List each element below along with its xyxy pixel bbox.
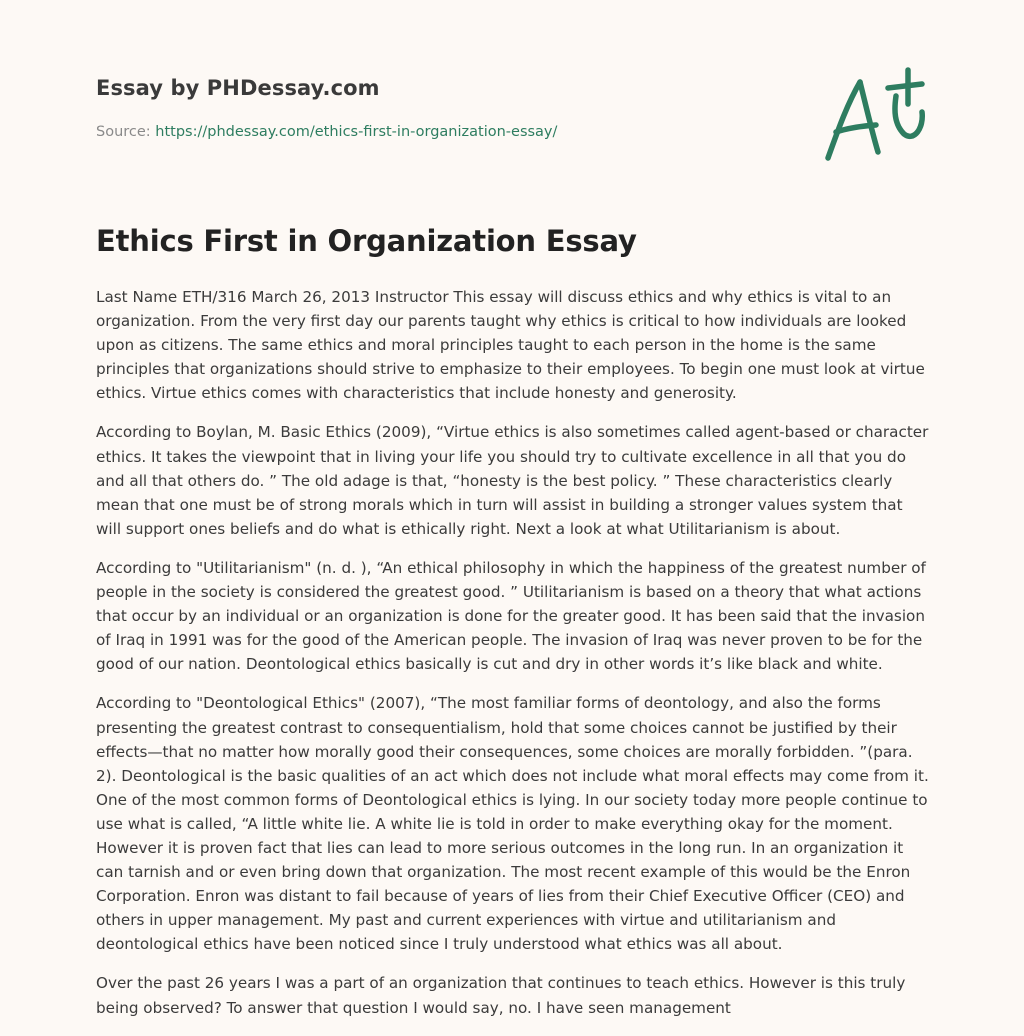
paragraph: Over the past 26 years I was a part of an organization that continues to teach ethics. However is this truly being observed? To answer that question I would say, no. I have seen management [96, 974, 906, 1017]
paragraph: According to "Utilitarianism" (n. d. ), “An ethical philosophy in which the happiness of the greatest number of people in the society is considered the greatest good. ” Utilitarianism is based on a theory that what actions that occur by an individual or an organization is done for the greater good. It has been said that the invasion of Iraq in 1991 was for the good of the American people. The invasion of Iraq was never proven to be for the good of our nation. Deontological ethics basically is cut and dry in other words it’s like black and white. [96, 558, 926, 674]
article-body [96, 285, 932, 1035]
site-brand: Essay by PHDessay.com [96, 76, 380, 100]
paragraph: According to Boylan, M. Basic Ethics (2009), “Virtue ethics is also sometimes called agent-based or character ethics. It takes the viewpoint that in living your life you should try to cultivate excellence in all that you do and all that others do. ” The old adage is that, “honesty is the best policy. ” These characteristics clearly mean that one must be of strong morals which in turn will assist in building a stronger values system that will support ones beliefs and do what is ethically right. Next a look at what Utilitarianism is about. [96, 423, 929, 538]
a-plus-logo-icon [818, 66, 930, 166]
source-label: Source: [96, 124, 156, 140]
source-line [96, 124, 557, 140]
source-link[interactable]: https://phdessay.com/ethics-first-in-organization-essay/ [155, 124, 558, 140]
paragraph: Last Name ETH/316 March 26, 2013 Instructor This essay will discuss ethics and why ethics is vital to an organization. From the very first day our parents taught why ethics is critical to how individuals are looked upon as citizens. The same ethics and moral principles taught to each person in the home is the same principles that organizations should strive to emphasize to their employees. To begin one must look at virtue ethics. Virtue ethics comes with characteristics that include honesty and generosity. [96, 288, 925, 403]
article-title: Ethics First in Organization Essay [96, 224, 637, 258]
paragraph: According to "Deontological Ethics" (2007), “The most familiar forms of deontology, and also the forms presenting the greatest contrast to consequentialism, hold that some choices cannot be justified by their effects—that no matter how morally good their consequences, some choices are morally forbidden. ”(para. 2). Deontological is the basic qualities of an act which does not include what moral effects may come from it. One of the most common forms of Deontological ethics is lying. In our society today more people continue to use what is called, “A little white lie. A white lie is told in order to make everything okay for the moment. However it is proven fact that lies can lead to more serious outcomes in the long run. In an organization it can tarnish and or even bring down that organization. The most recent example of this would be the Enron Corporation. Enron was distant to fail because of years of lies from their Chief Executive Officer (CEO) and others in upper management. My past and current experiences with virtue and utilitarianism and deontological ethics have been noticed since I truly understood what ethics was all about. [96, 694, 929, 954]
